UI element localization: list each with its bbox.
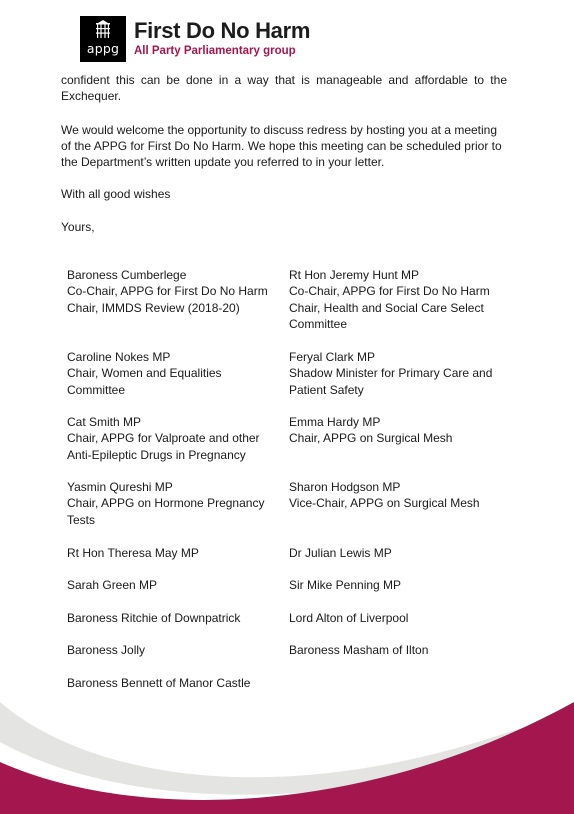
portcullis-icon xyxy=(96,20,110,38)
signatory-name: Lord Alton of Liverpool xyxy=(289,611,409,625)
signatory-role: Co-Chair, APPG for First Do No Harm xyxy=(67,284,268,299)
signatory-name: Baroness Bennett of Manor Castle xyxy=(67,676,251,690)
signatory-name: Caroline Nokes MP xyxy=(67,350,171,364)
signatory-block xyxy=(289,577,514,593)
signatory-name: Sir Mike Penning MP xyxy=(289,578,402,592)
signatory-block xyxy=(289,545,514,561)
signatory-block xyxy=(67,642,277,658)
signatory-block xyxy=(67,577,277,593)
footer-swoosh xyxy=(0,680,574,814)
signatory-block xyxy=(67,349,277,398)
signatory-role: Vice-Chair, APPG on Surgical Mesh xyxy=(289,496,480,511)
signatory-role: Co-Chair, APPG for First Do No Harm xyxy=(289,284,490,299)
signatory-role: Chair, APPG on Surgical Mesh xyxy=(289,431,453,446)
letter-closing: With all good wishes xyxy=(61,187,171,201)
signatory-block xyxy=(289,479,514,512)
logo-title: First Do No Harm xyxy=(134,18,311,43)
signatory-role: Chair, APPG for Valproate and other Anti-Epileptic Drugs in Pregnancy xyxy=(67,431,260,462)
signatory-name: Rt Hon Jeremy Hunt MP xyxy=(289,268,420,282)
logo-text xyxy=(134,16,310,62)
signatory-block xyxy=(67,414,277,463)
signatory-role: Shadow Minister for Primary Care and Patient Safety xyxy=(289,366,493,397)
signatory-name: Yasmin Qureshi MP xyxy=(67,480,173,494)
logo-badge xyxy=(80,16,126,62)
signatory-role: Chair, IMMDS Review (2018-20) xyxy=(67,300,240,315)
signatory-name: Emma Hardy MP xyxy=(289,415,381,429)
signatory-name: Rt Hon Theresa May MP xyxy=(67,546,199,560)
signatory-block xyxy=(289,349,514,398)
letter-signoff: Yours, xyxy=(61,220,95,234)
signatory-role: Chair, APPG on Hormone Pregnancy Tests xyxy=(67,496,265,527)
signatory-block xyxy=(67,610,277,626)
signatory-name: Baroness Ritchie of Downpatrick xyxy=(67,611,241,625)
appg-logo xyxy=(80,16,310,62)
logo-badge-text: appg xyxy=(86,41,120,56)
signatory-block xyxy=(67,545,277,561)
signatory-name: Dr Julian Lewis MP xyxy=(289,546,392,560)
signatory-block xyxy=(289,267,514,332)
signatory-name: Sarah Green MP xyxy=(67,578,158,592)
signatory-role: Chair, Women and Equalities Committee xyxy=(67,366,222,397)
letter-paragraph: confident this can be done in a way that is manageable and affordable to the Exchequer. xyxy=(61,73,507,103)
signatory-name: Feryal Clark MP xyxy=(289,350,376,364)
signatory-name: Sharon Hodgson MP xyxy=(289,480,401,494)
signatory-block xyxy=(67,479,277,528)
letter-paragraph: We would welcome the opportunity to discuss redress by hosting you at a meeting of the APPG for First Do No Harm. We hope this meeting can be scheduled prior to the Department’s written update you referred to in your letter. xyxy=(61,123,502,169)
logo-subtitle: All Party Parliamentary group xyxy=(134,45,296,57)
signatory-block xyxy=(67,267,277,316)
signatory-role: Chair, Health and Social Care Select Committee xyxy=(289,300,484,331)
signatory-block xyxy=(289,414,514,447)
signatory-name: Cat Smith MP xyxy=(67,415,142,429)
signatory-name: Baroness Jolly xyxy=(67,643,146,657)
signatory-block xyxy=(289,642,514,658)
signatory-name: Baroness Masham of Ilton xyxy=(289,643,429,657)
signatory-block xyxy=(289,610,514,626)
signatory-name: Baroness Cumberlege xyxy=(67,268,187,282)
